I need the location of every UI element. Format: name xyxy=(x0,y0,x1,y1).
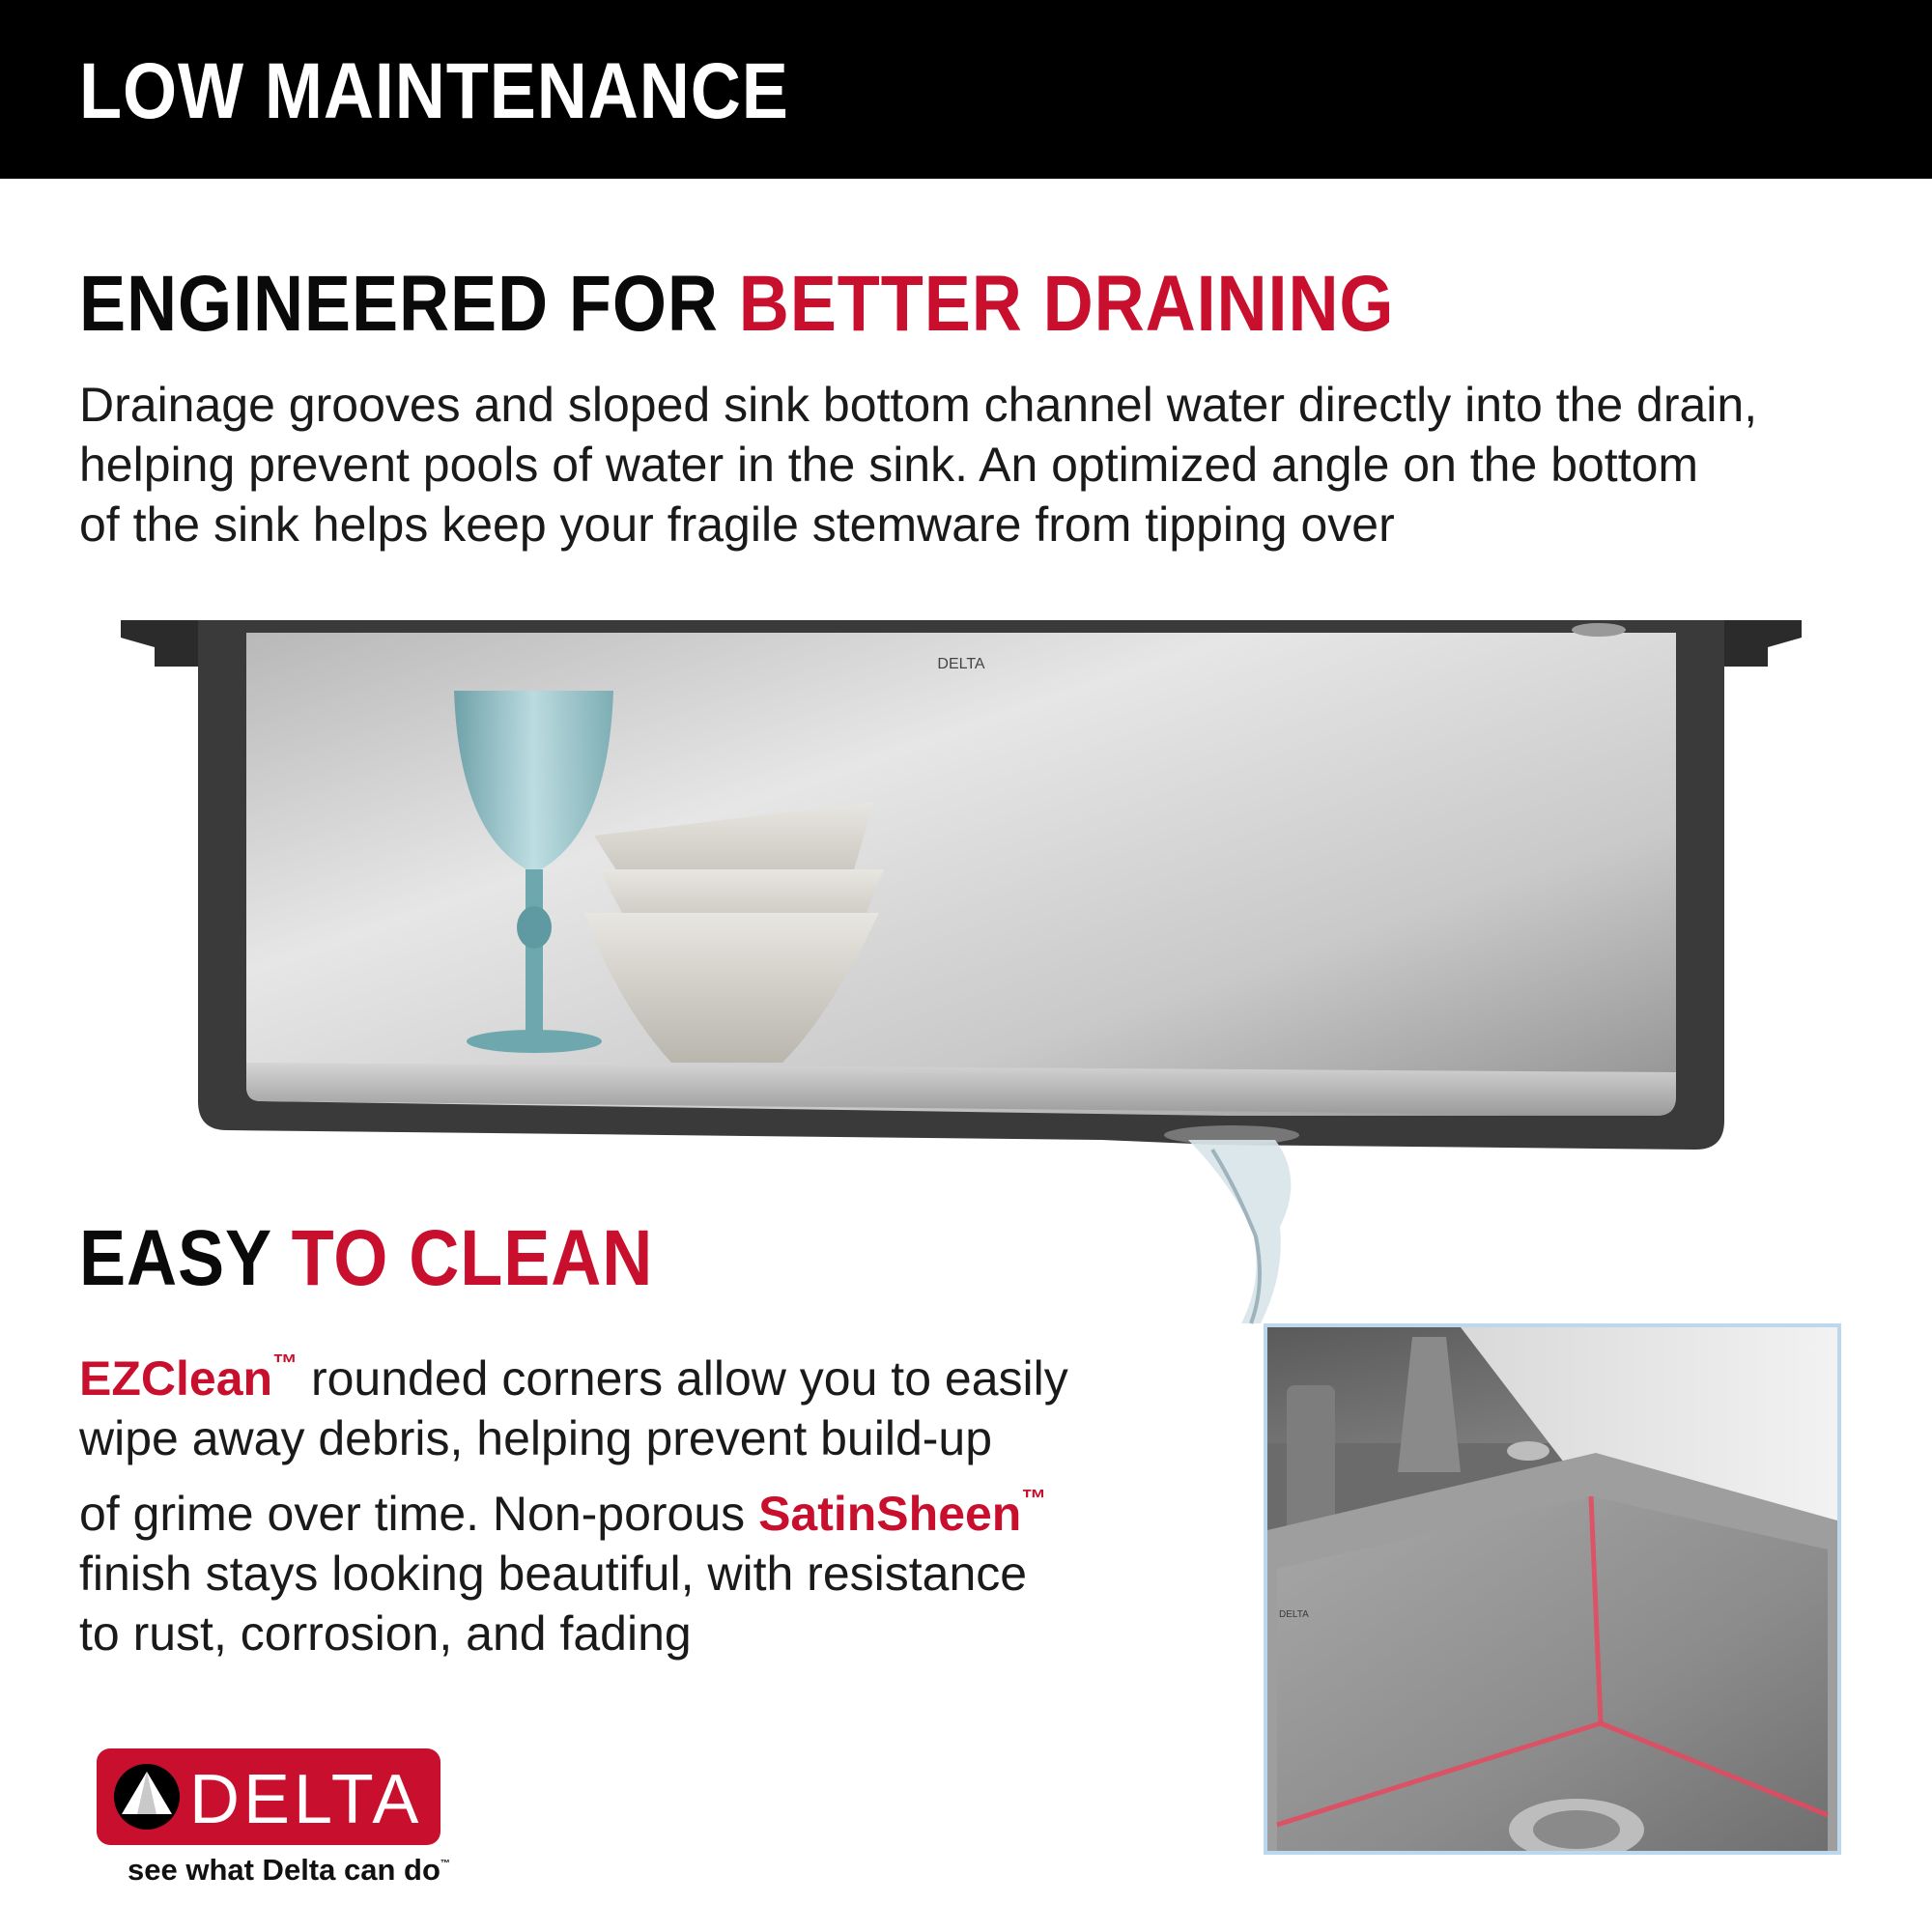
delta-tagline: see what Delta can do™ xyxy=(128,1853,450,1887)
clean-description xyxy=(79,1333,1068,1663)
clean-line: to rust, corrosion, and fading xyxy=(79,1606,692,1661)
draining-line: helping prevent pools of water in the sink. An optimized angle on the bottom xyxy=(79,438,1699,492)
delta-logo-word: DELTA xyxy=(189,1761,423,1838)
satinsheen-brand: SatinSheen xyxy=(758,1487,1022,1541)
header-title: LOW MAINTENANCE xyxy=(79,47,789,135)
section-heading-clean: EASY TO CLEAN xyxy=(79,1214,654,1302)
ezclean-brand: EZClean xyxy=(79,1351,273,1406)
draining-description xyxy=(79,375,1757,554)
sink-corner-render xyxy=(1267,1327,1837,1851)
section-heading-draining: ENGINEERED FOR BETTER DRAINING xyxy=(79,260,1395,348)
draining-line: Drainage grooves and sloped sink bottom channel water directly into the drain, xyxy=(79,378,1758,432)
draining-line: of the sink helps keep your fragile stemware from tipping over xyxy=(79,497,1395,552)
delta-logo xyxy=(97,1748,440,1845)
water-stream xyxy=(1188,1140,1291,1323)
delta-logo-icon xyxy=(108,1758,185,1835)
header-bar xyxy=(0,0,1932,179)
clean-line: finish stays looking beautiful, with resistance xyxy=(79,1547,1028,1601)
faucet-hole xyxy=(1572,623,1626,637)
photo-brand-mark: DELTA xyxy=(1279,1609,1309,1620)
clean-line: wipe away debris, helping prevent build-up xyxy=(79,1411,993,1465)
clean-line: of grime over time. Non-porous SatinSheen™ xyxy=(79,1484,1047,1541)
sink-brand-mark: DELTA xyxy=(937,656,985,672)
clean-line: EZClean™ rounded corners allow you to easily xyxy=(79,1349,1068,1406)
sink-corner-photo xyxy=(1264,1323,1841,1855)
